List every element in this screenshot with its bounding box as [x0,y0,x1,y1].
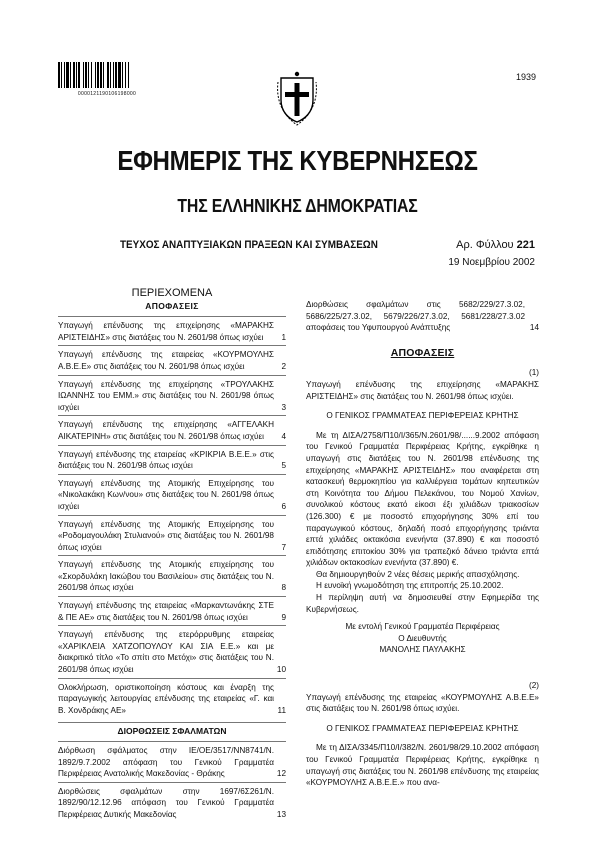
toc-item-text: Υπαγωγή επένδυσης της επιχείρησης «ΑΓΓΕΛΑΚΗ ΑΙΚΑΤΕΡΙΝΗ» στις διατάξεις του Ν. 2601/98 όπως ισχύει [58,420,274,441]
decision-body: Με τη ΔΙΣΑ/3345/Π10/Ι/382/Ν. 2601/98/29.10.2002 απόφαση του Γενικού Γραμματέα Περιφέρειας Κρήτης, εγκρίθηκε η υπαγωγή στις διατάξεις του Ν. 2601/98 επένδυσης της εταιρείας «ΚΟΥΡΜΟΥΛΗΣ Α.Β.Ε.Ε.» που ανα- [306,743,539,788]
decisions-heading: ΑΠΟΦΑΣΕΙΣ [390,346,455,359]
toc-decisions-heading: ΑΠΟΦΑΣΕΙΣ [145,300,199,311]
toc-correction-item[interactable] [58,782,286,823]
toc-item-text: Υπαγωγή επένδυσης της εταιρείας «ΚΡΙΚΡΙΑ Β.Ε.Ε.» στις διατάξεις του Ν. 2601/98 όπως ισχύει [58,449,274,471]
toc-corrections-heading: ΔΙΟΡΘΩΣΕΙΣ ΣΦΑΛΜΑΤΩΝ [58,722,286,738]
toc-correction-page: 12 [276,769,286,779]
table-of-contents [58,288,286,823]
toc-item-page: 10 [276,665,286,675]
signature-line: Με εντολή Γενικού Γραμματέα Περιφέρειας [345,622,500,632]
toc-heading: ΠΕΡΙΕΧΟΜΕΝΑ [131,287,213,299]
gazette-subtitle: ΤΗΣ ΕΛΛΗΝΙΚΗΣ ΔΗΜΟΚΡΑΤΙΑΣ [177,196,418,216]
toc-item-text: Υπαγωγή επένδυσης της επιχείρησης «ΤΡΟΥΛΑΚΗΣ ΙΩΑΝΝΗΣ του ΕΜΜ.» στις διατάξεις του Ν. 2601/98 όπως ισχύει [58,379,274,412]
toc-correction-page: 14 [529,323,539,333]
toc-item-text: Υπαγωγή επένδυσης της εταιρείας «Μαρκαντωνάκης ΣΤΕ & ΠΕ ΑΕ» στις διατάξεις του Ν. 2601/98 όπως ισχύει [58,601,274,622]
toc-item-text: Ολοκλήρωση, οριστικοποίηση κόστους και έναρξη της παραγωγικής λειτουργίας επένδυσης της εταιρείας «Γ. και Β. Χονδράκης ΑΕ» [58,682,274,715]
toc-item[interactable] [58,316,286,345]
decision-authority: Ο ΓΕΝΙΚΟΣ ΓΡΑΜΜΑΤΕΑΣ ΠΕΡΙΦΕΡΕΙΑΣ ΚΡΗΤΗΣ [326,723,519,733]
toc-item-text: Υπαγωγή επένδυσης της ετερόρρυθμης εταιρείας «ΧΑΡΙΚΛΕΙΑ ΧΑΤΖΟΠΟΥΛΟΥ ΚΑΙ ΣΙΑ Ε.Ε.» και με διακριτικό τίτλο «Το σπίτι στο Μετόχι» στις διατάξεις του Ν. 2601/98 όπως ισχύει [58,630,274,675]
right-column [306,299,539,789]
sheet-number-line [456,239,535,251]
barcode [58,62,156,92]
toc-item-page: 2 [281,361,286,371]
signature-role: Ο Διευθυντής [398,633,447,643]
barcode-number: 0000121190106198000 [77,91,137,97]
toc-item-page: 8 [281,583,286,593]
toc-correction-page: 13 [276,809,286,819]
sheet-label: Αρ. Φύλλου [456,239,514,251]
toc-item[interactable] [58,474,286,515]
toc-item-page: 4 [281,431,286,441]
decision-body: Η ευνοϊκή γνωμοδότηση της επιτροπής 25.10.2002. [316,581,504,591]
decision-body: Η περίληψη αυτή να δημοσιευθεί στην Εφημερίδα της Κυβερνήσεως. [306,593,539,614]
decision-body: Με τη ΔΙΣΑ/2758/Π10/Ι/365/Ν.2601/98/......9.2002 απόφαση του Γενικού Γραμματέα Περιφέρειας Κρήτης, εγκρίθηκε η υπαγωγή στις διατάξεις του Ν. 2601/98 επένδυσης της επιχείρησης «ΜΑΡΑΚΗΣ ΑΡΙΣΤΕΙΔΗΣ» που αναφέρεται στη κατασκευή θερμοκηπίου για καλλιέργεια τομάτων κηπευτικών στη Κοινότητα του Δήμου Πελεκάνου, του Νομού Χανίων, συνολικού κόστους εκατό είκοσι έξι χιλιάδων τριακοσίων (126.300) € με ποσοστό επιχορήγησης 30% επί του παραγωγικού κόστους, δηλαδή ποσό επιχορήγησης τριάντα επτά χιλιάδες οκτακόσια ενενήντα (37.890) € και ποσοστό επιδότησης επιτοκίου 30% για τραπεζικό δάνειο τριάντα επτά χιλιάδων οκτακοσίων ενενήντα (37.890) €. [306,430,539,568]
toc-item-text: Υπαγωγή επένδυσης της Ατομικής επιχείρησης του «Σκορδυλάκη Ιακώβου του Βασιλείου» στις διατάξεις του Ν. 2601/98 όπως ισχύει [58,560,274,593]
gazette-title: ΕΦΗΜΕΡΙΣ ΤΗΣ ΚΥΒΕΡΝΗΣΕΩΣ [117,145,478,176]
toc-item-text: Υπαγωγή επένδυσης της Ατομικής Επιχείρησης του «Νικολακάκη Κων/νου» στις διατάξεις του Ν. 2601/98 όπως ισχύει [58,478,274,511]
toc-item-text: Υπαγωγή επένδυσης της Ατομικής Επιχείρησης του «Ροδομαγουλάκη Στυλιανού» στις διατάξεις του Ν. 2601/98 όπως ισχύει [58,519,274,552]
toc-item-page: 7 [281,542,286,552]
page-number: 1939 [516,72,537,82]
decision-body: Θα δημιουργηθούν 2 νέες θέσεις μερικής απασχόλησης. [316,569,520,579]
toc-item[interactable] [58,678,286,719]
sheet-number: 221 [516,239,535,251]
gazette-series: ΤΕΥΧΟΣ ΑΝΑΠΤΥΞΙΑΚΩΝ ΠΡΑΞΕΩΝ ΚΑΙ ΣΥΜΒΑΣΕΩΝ [120,239,378,251]
toc-item-page: 9 [281,612,286,622]
toc-correction-text: Διορθώσεις σφαλμάτων στις 5682/229/27.3.02, 5686/225/27.3.02, 5679/226/27.3.02, 5681/228/27.3.02 αποφάσεις του Υφυπουργού Ανάπτυξης [306,300,525,333]
toc-correction-item[interactable] [306,299,539,334]
decision-number: (1) [528,368,539,378]
toc-item-text: Υπαγωγή επένδυσης της εταιρείας «ΚΟΥΡΜΟΥΛΗΣ Α.Β.Ε.Ε» στις διατάξεις του Ν. 2601/98 όπως ισχύει [58,350,274,371]
toc-item-page: 3 [281,402,286,412]
toc-item[interactable] [58,445,286,474]
toc-item[interactable] [58,555,286,596]
toc-correction-item[interactable] [58,741,286,782]
toc-correction-text: Διόρθωση σφάλματος στην ΙΕ/ΟΕ/3517/ΝΝ8741/Ν. 1892/9.7.2002 απόφαση του Γενικού Γραμματέα Περιφέρειας Ανατολικής Μακεδονίας - Θράκης [58,746,274,779]
toc-item-text: Υπαγωγή επένδυσης της επιχείρησης «ΜΑΡΑΚΗΣ ΑΡΙΣΤΕΙΔΗΣ» στις διατάξεις του Ν. 2601/98 όπως ισχύει [58,321,274,342]
decision-number: (2) [528,681,539,691]
toc-item[interactable] [58,375,286,416]
toc-item[interactable] [58,415,286,444]
decision-title: Υπαγωγή επένδυσης της επιχείρησης «ΜΑΡΑΚΗΣ ΑΡΙΣΤΕΙΔΗΣ» στις διατάξεις του Ν. 2601/98 όπως ισχύει. [306,379,539,401]
toc-item[interactable] [58,345,286,374]
toc-item-page: 11 [277,705,286,715]
greek-emblem-icon [275,70,319,126]
decision-authority: Ο ΓΕΝΙΚΟΣ ΓΡΑΜΜΑΤΕΑΣ ΠΕΡΙΦΕΡΕΙΑΣ ΚΡΗΤΗΣ [326,411,519,421]
toc-item-page: 6 [281,501,286,511]
issue-date: 19 Νοεμβρίου 2002 [448,257,535,268]
toc-item[interactable] [58,515,286,556]
toc-item-page: 1 [281,332,286,342]
decision-title: Υπαγωγή επένδυσης της εταιρείας «ΚΟΥΡΜΟΥΛΗΣ Α.Β.Ε.Ε» στις διατάξεις του Ν. 2601/98 όπως ισχύει. [306,692,539,714]
toc-item[interactable] [58,625,286,677]
toc-correction-text: Διορθώσεις σφαλμάτων στην 1697/6Σ261/Ν. 1892/90/12.12.96 απόφαση του Γενικού Γραμματέα Περιφέρειας Δυτικής Μακεδονίας [58,786,274,819]
signature-name: ΜΑΝΟΛΗΣ ΠΑΥΛΑΚΗΣ [379,645,466,655]
toc-item-page: 5 [281,461,286,471]
toc-item[interactable] [58,596,286,625]
